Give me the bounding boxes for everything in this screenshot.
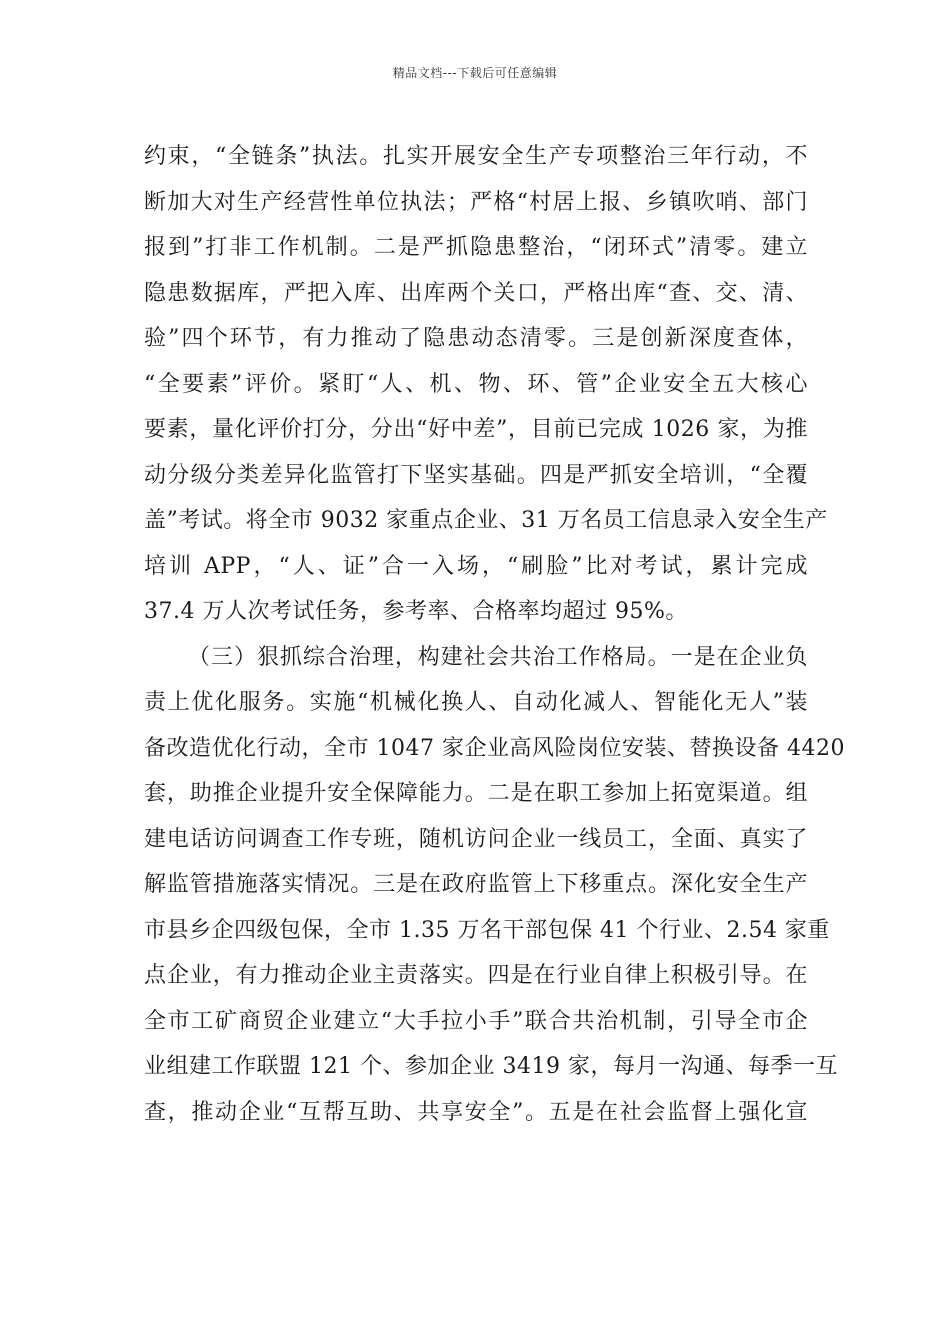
text-line: 隐患数据库，严把入库、出库两个关口，严格出库“查、交、清、 [144, 280, 808, 306]
text-line: 全市工矿商贸企业建立“大手拉小手”联合共治机制，引导全市企 [144, 1008, 808, 1034]
text-line: 业组建工作联盟 121 个、参加企业 3419 家，每月一沟通、每季一互 [144, 1054, 838, 1079]
text-line: 建电话访问调查工作专班，随机访问企业一线员工，全面、真实了 [144, 826, 808, 852]
text-line: 动分级分类差异化监管打下坚实基础。四是严抓安全培训，“全覆 [144, 462, 808, 488]
text-line: 要素，量化评价打分，分出“好中差”，目前已完成 1026 家，为推 [144, 417, 808, 442]
text-line: 查，推动企业“互帮互助、共享安全”。五是在社会监督上强化宣 [144, 1099, 808, 1125]
text-line: “全要素”评价。紧盯“人、机、物、环、管”企业安全五大核心 [144, 371, 808, 397]
text-line: 市县乡企四级包保，全市 1.35 万名干部包保 41 个行业、2.54 家重 [144, 917, 830, 943]
text-line: 37.4 万人次考试任务，参考率、合格率均超过 95%。 [144, 599, 688, 624]
page-header: 精品文档---下载后可任意编辑 [392, 66, 558, 80]
text-line: 备改造优化行动，全市 1047 家企业高风险岗位安装、替换设备 4420 [144, 735, 845, 761]
text-line: 约束，“全链条”执法。扎实开展安全生产专项整治三年行动，不 [144, 144, 808, 169]
text-line: 点企业，有力推动企业主责落实。四是在行业自律上积极引导。在 [144, 963, 808, 988]
text-line: 套，助推企业提升安全保障能力。二是在职工参加上拓宽渠道。组 [144, 781, 808, 806]
text-line: 断加大对生产经营性单位执法；严格“村居上报、乡镇吹哨、部门 [144, 189, 808, 215]
section-heading-line: （三）狠抓综合治理，构建社会共治工作格局。一是在企业负 [188, 644, 808, 670]
document-body [144, 134, 845, 1135]
text-line: 验”四个环节，有力推动了隐患动态清零。三是创新深度查体， [144, 326, 808, 351]
text-line: 责上优化服务。实施“机械化换人、自动化减人、智能化无人”装 [144, 690, 808, 715]
text-line: 解监管措施落实情况。三是在政府监管上下移重点。深化安全生产 [144, 872, 808, 897]
text-line: 培训 APP，“人、证”合一入场，“刷脸”比对考试，累计完成 [144, 553, 808, 579]
text-line: 盖”考试。将全市 9032 家重点企业、31 万名员工信息录入安全生产 [144, 508, 828, 533]
text-line: 报到”打非工作机制。二是严抓隐患整治，“闭环式”清零。建立 [144, 235, 808, 260]
